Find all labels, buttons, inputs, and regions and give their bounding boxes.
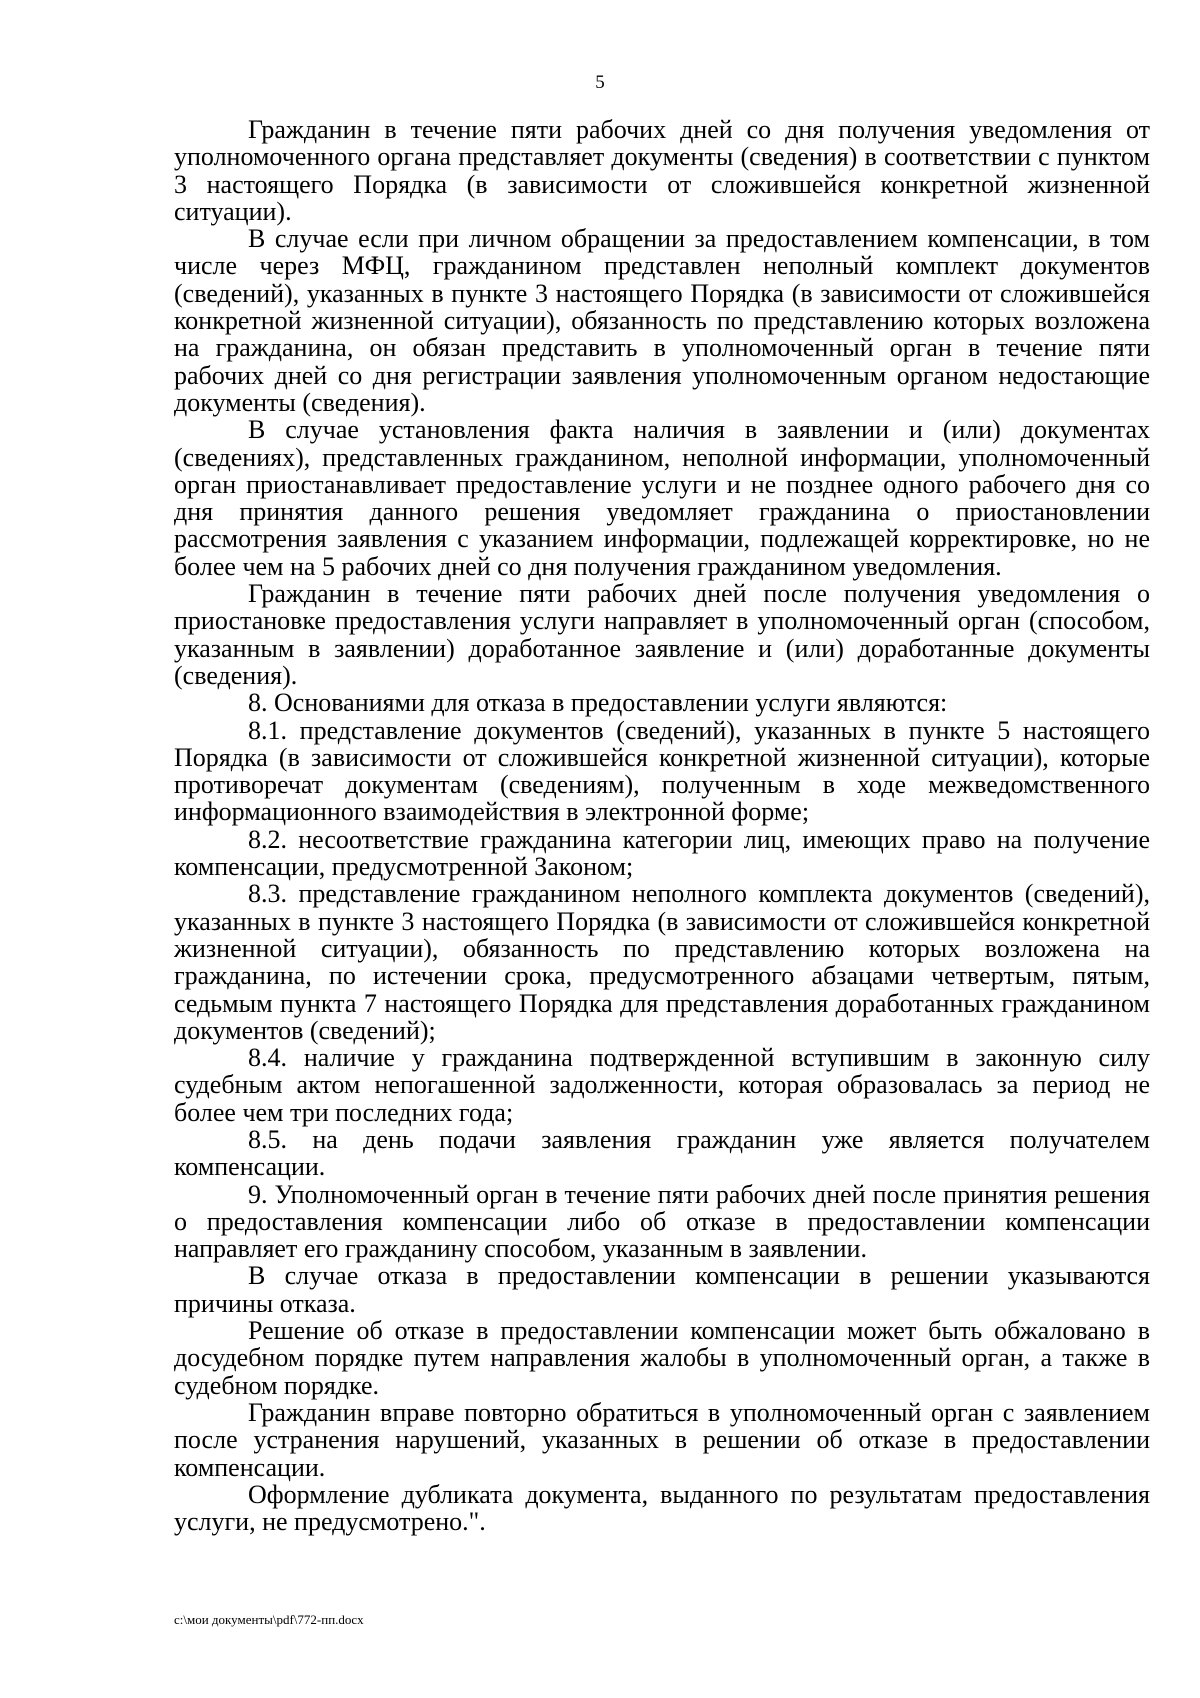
paragraph: Решение об отказе в предоставлении компенсации может быть обжаловано в досудебном порядке путем направления жалобы в уполномоченный орган, а также в судебном порядке.: [174, 1316, 1150, 1400]
paragraph: В случае установления факта наличия в заявлении и (или) документах (сведениях), представленных гражданином, неполной информации, уполномоченный орган приостанавливает предоставление услуги и не позднее одного рабочего дня со дня принятия данного решения уведомляет гражданина о приостановлении рассмотрения заявления с указанием информации, подлежащей корректировке, но не более чем на 5 рабочих дней со дня получения гражданином уведомления.: [174, 415, 1150, 581]
paragraph: 9. Уполномоченный орган в течение пяти рабочих дней после принятия решения о предоставления компенсации либо об отказе в предоставлении компенсации направляет его гражданину способом, указанным в заявлении.: [174, 1179, 1150, 1264]
paragraph: 8.3. представление гражданином неполного комплекта документов (сведений), указанных в пункте 3 настоящего Порядка (в зависимости от сложившейся конкретной жизненной ситуации), обязанность по представлению которых возложена на гражданина, по истечении срока, предусмотренного абзацами четвертым, пятым, седьмым пункта 7 настоящего Порядка для представления доработанных гражданином документов (сведений);: [174, 879, 1150, 1045]
page-number: 5: [595, 72, 605, 93]
paragraph: 8.2. несоответствие гражданина категории лиц, имеющих право на получение компенсации, предусмотренной Законом;: [174, 824, 1150, 882]
paragraph: В случае если при личном обращении за предоставлением компенсации, в том числе через МФЦ, гражданином представлен неполный комплект документов (сведений), указанных в пункте 3 настоящего Порядка (в зависимости от сложившейся конкретной жизненной ситуации), обязанность по представлению которых возложена на гражданина, он обязан представить в уполномоченный орган в течение пяти рабочих дней со дня регистрации заявления уполномоченным органом недостающие документы (сведения).: [174, 224, 1150, 417]
paragraph: Гражданин в течение пяти рабочих дней со дня получения уведомления от уполномоченного органа представляет документы (сведения) в соответствии с пунктом 3 настоящего Порядка (в зависимости от сложившейся конкретной жизненной ситуации).: [174, 115, 1150, 226]
footer-file-path: c:\мои документы\pdf\772-пп.docx: [174, 1612, 364, 1627]
paragraph: 8.1. представление документов (сведений), указанных в пункте 5 настоящего Порядка (в зависимости от сложившейся конкретной жизненной ситуации), которые противоречат документам (сведениям), полученным в ходе межведомственного информационного взаимодействия в электронной форме;: [174, 715, 1150, 827]
paragraph: Гражданин в течение пяти рабочих дней после получения уведомления о приостановке предоставления услуги направляет в уполномоченный орган (способом, указанным в заявлении) доработанное заявление и (или) доработанные документы (сведения).: [174, 579, 1150, 690]
paragraph: В случае отказа в предоставлении компенсации в решении указываются причины отказа.: [174, 1261, 1150, 1318]
paragraph: Гражданин вправе повторно обратиться в уполномоченный орган с заявлением после устранения нарушений, указанных в решении об отказе в предоставлении компенсации.: [174, 1397, 1150, 1482]
paragraph: Оформление дубликата документа, выданного по результатам предоставления услуги, не предусмотрено.".: [174, 1479, 1150, 1537]
document-body: [174, 116, 1150, 1535]
paragraph: 8.4. наличие у гражданина подтвержденной вступившим в законную силу судебным актом непогашенной задолженности, которая образовалась за период не более чем три последних года;: [174, 1043, 1150, 1127]
paragraph: 8.5. на день подачи заявления гражданин уже является получателем компенсации.: [174, 1124, 1150, 1182]
paragraph: 8. Основаниями для отказа в предоставлении услуги являются:: [248, 688, 948, 718]
